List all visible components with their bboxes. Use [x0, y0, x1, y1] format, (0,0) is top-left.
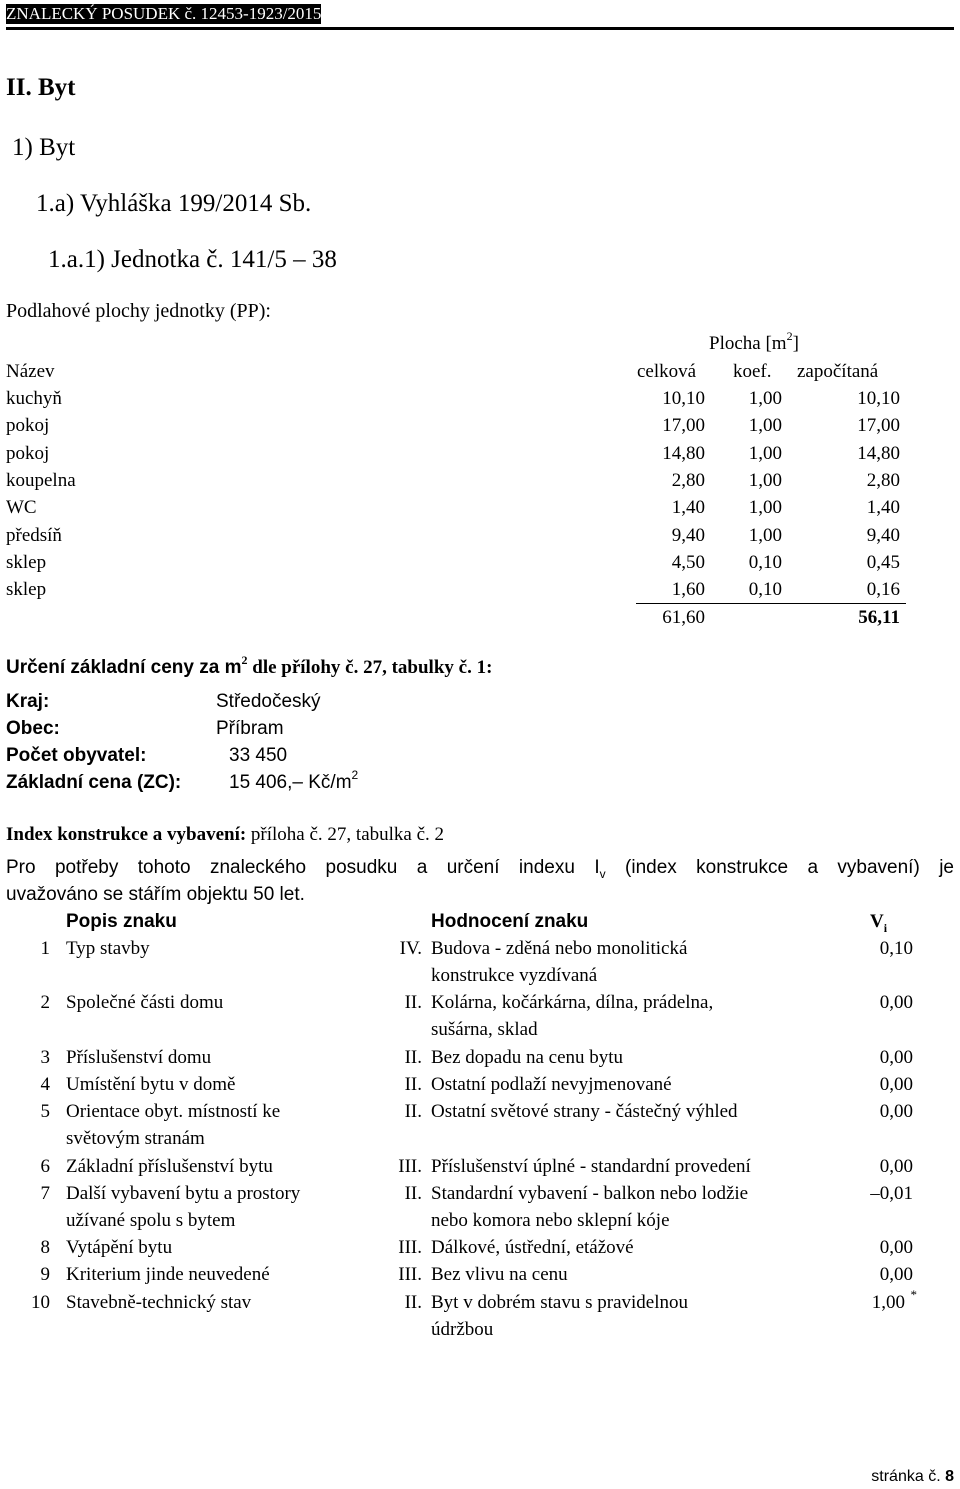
- areas-title: Podlahové plochy jednotky (PP):: [6, 300, 271, 322]
- heading-jednotka: 1.a.1) Jednotka č. 141/5 – 38: [48, 246, 337, 273]
- area-row: [0, 470, 960, 496]
- factor-value: 0,00: [879, 1156, 913, 1177]
- factor-rank: II.: [404, 992, 422, 1013]
- col-name: Název: [6, 361, 55, 382]
- factor-description: Dálkové, ústřední, etážové: [431, 1237, 634, 1258]
- col-counted: započítaná: [797, 361, 879, 382]
- factor-name: Další vybavení bytu a prostory: [66, 1183, 301, 1204]
- area-koef: 0,10: [748, 579, 782, 600]
- area-total: 14,80: [662, 443, 705, 464]
- factor-number: 3: [40, 1047, 50, 1068]
- factor-rank: III.: [398, 1237, 422, 1258]
- col-total: celková: [637, 361, 697, 382]
- factor-value: 0,00: [879, 1264, 913, 1285]
- index-paragraph-line1: [6, 857, 954, 881]
- plocha-label: Plocha [m: [709, 333, 787, 354]
- factor-name: světovým stranám: [66, 1128, 205, 1149]
- area-counted: 2,80: [866, 470, 900, 491]
- factor-name: Umístění bytu v domě: [66, 1074, 236, 1095]
- col-v-sub: i: [883, 920, 888, 935]
- sum-counted: 56,11: [858, 607, 900, 628]
- factor-value: 0,00: [879, 1237, 913, 1258]
- plocha-sup: 2: [786, 329, 793, 343]
- area-counted: 17,00: [857, 415, 900, 436]
- zc-unit: Kč/m: [308, 772, 352, 793]
- area-name: pokoj: [6, 443, 50, 464]
- factor-rank: III.: [398, 1264, 422, 1285]
- page-footer: [871, 1468, 954, 1486]
- index-title-bold: Index konstrukce a vybavení:: [6, 824, 247, 845]
- area-koef: 1,00: [748, 443, 782, 464]
- col-hodnoceni: Hodnocení znaku: [431, 911, 589, 932]
- factor-value: 0,00: [879, 1074, 913, 1095]
- areas-column-headers: [0, 361, 960, 387]
- document-header: ZNALECKÝ POSUDEK č. 12453-1923/2015: [6, 4, 322, 23]
- area-counted: 14,80: [857, 443, 900, 464]
- sum-rule: [636, 603, 906, 604]
- factor-description: Budova - zděná nebo monolitická: [431, 938, 688, 959]
- factor-rank: II.: [404, 1101, 422, 1122]
- factor-name: Společné části domu: [66, 992, 224, 1013]
- area-total: 1,60: [671, 579, 705, 600]
- factor-name: Kriterium jinde neuvedené: [66, 1264, 270, 1285]
- factor-value: 0,00: [879, 1101, 913, 1122]
- area-koef: 0,10: [748, 552, 782, 573]
- factor-name: Základní příslušenství bytu: [66, 1156, 273, 1177]
- factor-description: Příslušenství úplné - standardní provedení: [431, 1156, 751, 1177]
- col-v: [870, 911, 887, 936]
- factor-value: 1,00: [871, 1292, 905, 1313]
- zc-amount: 15 406,–: [229, 772, 303, 793]
- area-name: předsíň: [6, 525, 62, 546]
- factor-rank: II.: [404, 1047, 422, 1068]
- heading-vyhlaska: 1.a) Vyhláška 199/2014 Sb.: [36, 190, 312, 217]
- area-koef: 1,00: [748, 497, 782, 518]
- areas-sum-row: [0, 607, 960, 633]
- factor-name: Stavebně-technický stav: [66, 1292, 252, 1313]
- area-name: koupelna: [6, 470, 76, 491]
- factor-name: Orientace obyt. místností ke: [66, 1101, 281, 1122]
- factor-value: –0,01: [870, 1183, 913, 1204]
- page-footer-label: stránka č.: [871, 1468, 941, 1485]
- area-counted: 10,10: [857, 388, 900, 409]
- factor-description: Ostatní podlaží nevyjmenované: [431, 1074, 672, 1095]
- index-title-rest: příloha č. 27, tabulka č. 2: [246, 824, 445, 845]
- factor-description: Ostatní světové strany - částečný výhled: [431, 1101, 738, 1122]
- pocet-value: 33 450: [229, 745, 288, 766]
- area-row: [0, 388, 960, 414]
- area-total: 9,40: [671, 525, 705, 546]
- kraj-label: Kraj:: [6, 691, 50, 712]
- factor-number: 7: [40, 1183, 50, 1204]
- area-koef: 1,00: [748, 388, 782, 409]
- factor-rank: III.: [398, 1156, 422, 1177]
- page-number: 8: [945, 1468, 954, 1485]
- zc-unit-sup: 2: [351, 768, 359, 782]
- obec-label: Obec:: [6, 718, 60, 739]
- col-v-label: V: [870, 911, 884, 932]
- factor-number: 10: [31, 1292, 50, 1313]
- factor-number: 6: [40, 1156, 50, 1177]
- factor-number: 5: [40, 1101, 50, 1122]
- area-counted: 0,16: [866, 579, 900, 600]
- factor-description: Bez vlivu na cenu: [431, 1264, 568, 1285]
- area-name: kuchyň: [6, 388, 62, 409]
- factor-number: 9: [40, 1264, 50, 1285]
- col-popis: Popis znaku: [66, 911, 177, 932]
- area-name: WC: [6, 497, 37, 518]
- area-total: 1,40: [671, 497, 705, 518]
- para-line1-a: Pro potřeby tohoto znaleckého posudku a určení indexu I: [6, 857, 600, 878]
- area-counted: 9,40: [866, 525, 900, 546]
- heading-byt-section: II. Byt: [6, 74, 76, 101]
- factor-description: Standardní vybavení - balkon nebo lodžie: [431, 1183, 749, 1204]
- factor-value: 0,00: [879, 1047, 913, 1068]
- factor-description: údržbou: [431, 1319, 494, 1340]
- para-line1-b: (index konstrukce a vybavení) je: [605, 857, 954, 878]
- factor-description: nebo komora nebo sklepní kóje: [431, 1210, 670, 1231]
- kraj-value: Středočeský: [216, 691, 321, 712]
- factor-name: Typ stavby: [66, 938, 150, 959]
- factor-description: Kolárna, kočárkárna, dílna, prádelna,: [431, 992, 714, 1013]
- obec-value: Příbram: [216, 718, 284, 739]
- index-title: [6, 824, 444, 846]
- factor-rank: IV.: [399, 938, 422, 959]
- area-koef: 1,00: [748, 415, 782, 436]
- factor-value: 0,10: [879, 938, 913, 959]
- base-price-title-b: dle přílohy č. 27, tabulky č. 1:: [247, 657, 493, 678]
- area-row: [0, 579, 960, 605]
- factor-value: 0,00: [879, 992, 913, 1013]
- pocet-label: Počet obyvatel:: [6, 745, 147, 766]
- area-row: [0, 443, 960, 469]
- factor-name: užívané spolu s bytem: [66, 1210, 236, 1231]
- area-koef: 1,00: [748, 525, 782, 546]
- index-paragraph-line2: uvažováno se stářím objektu 50 let.: [6, 884, 305, 905]
- header-rule: [6, 27, 954, 30]
- area-total: 17,00: [662, 415, 705, 436]
- factor-name: Příslušenství domu: [66, 1047, 212, 1068]
- base-price-title: [6, 653, 493, 679]
- area-row: [0, 497, 960, 523]
- plocha-end: ]: [792, 333, 799, 354]
- area-total: 10,10: [662, 388, 705, 409]
- factor-rank: II.: [404, 1183, 422, 1204]
- factor-number: 2: [40, 992, 50, 1013]
- para-sub: v: [599, 866, 606, 881]
- area-total: 4,50: [671, 552, 705, 573]
- area-counted: 1,40: [866, 497, 900, 518]
- zc-label: Základní cena (ZC):: [6, 772, 182, 793]
- area-row: [0, 552, 960, 578]
- factor-number: 4: [40, 1074, 50, 1095]
- zc-value: [229, 768, 359, 794]
- factor-number: 8: [40, 1237, 50, 1258]
- factor-rank: II.: [404, 1292, 422, 1313]
- area-total: 2,80: [671, 470, 705, 491]
- base-price-title-sup: 2: [241, 653, 248, 667]
- factor-description: sušárna, sklad: [431, 1019, 538, 1040]
- area-name: sklep: [6, 552, 47, 573]
- factor-description: konstrukce vyzdívaná: [431, 965, 598, 986]
- factor-description: Byt v dobrém stavu s pravidelnou: [431, 1292, 688, 1313]
- plocha-header: [709, 329, 799, 355]
- area-name: pokoj: [6, 415, 50, 436]
- area-row: [0, 415, 960, 441]
- area-koef: 1,00: [748, 470, 782, 491]
- factor-rank: II.: [404, 1074, 422, 1095]
- factor-description: Bez dopadu na cenu bytu: [431, 1047, 624, 1068]
- area-counted: 0,45: [866, 552, 900, 573]
- col-koef: koef.: [733, 361, 772, 382]
- area-name: sklep: [6, 579, 47, 600]
- heading-byt: 1) Byt: [12, 134, 76, 161]
- factor-number: 1: [40, 938, 50, 959]
- factor-name: Vytápění bytu: [66, 1237, 173, 1258]
- area-row: [0, 525, 960, 551]
- factor-value-mark: *: [910, 1287, 917, 1302]
- sum-total: 61,60: [662, 607, 705, 628]
- base-price-title-a: Určení základní ceny za m: [6, 657, 242, 678]
